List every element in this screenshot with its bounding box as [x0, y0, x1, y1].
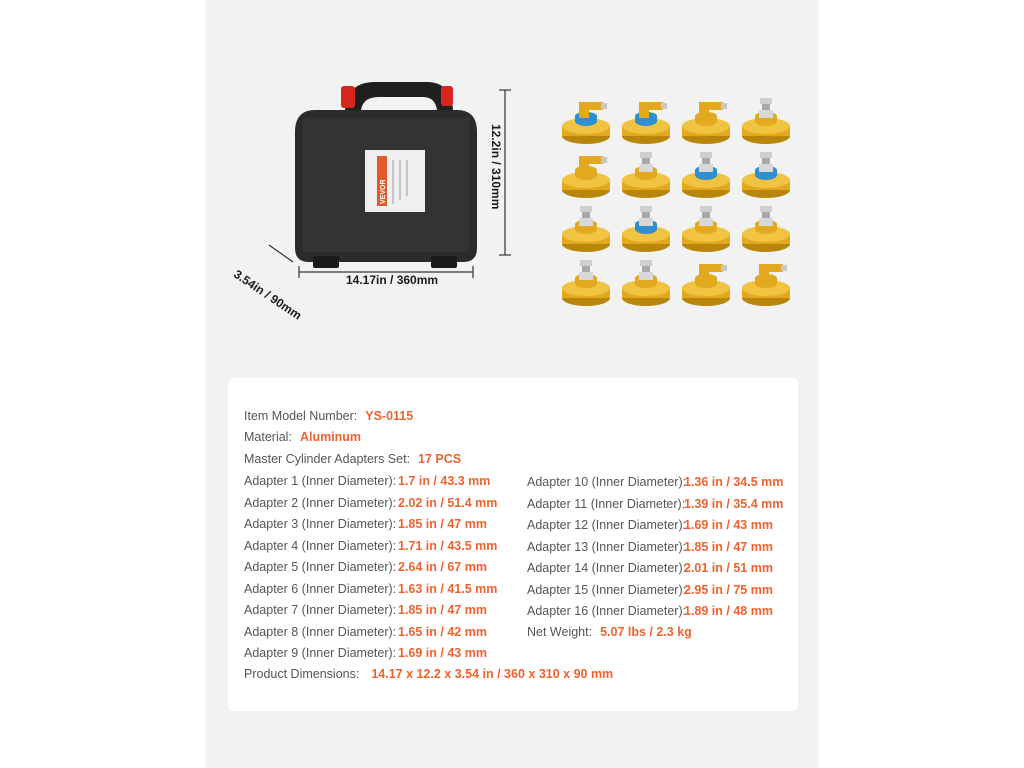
adapter-spec-row: Adapter 12 (Inner Diameter): 1.69 in / 43 mm	[527, 518, 773, 532]
adapter-spec-row: Adapter 14 (Inner Diameter): 2.01 in / 51 mm	[527, 561, 773, 575]
adapter-spec-row: Adapter 6 (Inner Diameter): 1.63 in / 41.5 mm	[244, 581, 498, 596]
adapter-image	[555, 92, 617, 146]
spec-card	[228, 378, 798, 711]
adapter-spec-row: Adapter 10 (Inner Diameter): 1.36 in / 34.5 mm	[527, 475, 784, 489]
adapter-image	[615, 146, 677, 200]
case-brand-text: VEVOR	[380, 179, 387, 204]
adapter-fitting	[615, 200, 677, 254]
adapter-spec-row: Adapter 9 (Inner Diameter): 1.69 in / 43 mm	[244, 646, 487, 660]
adapter-fitting	[735, 254, 797, 308]
depth-dimension: 3.54in / 90mm	[231, 267, 305, 323]
adapter-fitting	[555, 254, 617, 308]
adapter-fitting	[735, 146, 797, 200]
adapter-fitting	[675, 254, 737, 308]
adapter-image	[735, 146, 797, 200]
adapter-spec-row: Adapter 8 (Inner Diameter): 1.65 in / 42 mm	[244, 624, 487, 639]
adapter-spec-row: Adapter 15 (Inner Diameter): 2.95 in / 75 mm	[527, 582, 773, 597]
spec-material: Material: Aluminum	[244, 430, 362, 444]
adapter-spec-row: Adapter 4 (Inner Diameter): 1.71 in / 43.5 mm	[244, 538, 498, 553]
adapter-spec-row: Adapter 13 (Inner Diameter): 1.85 in / 47 mm	[527, 539, 773, 554]
adapter-spec-row: Adapter 16 (Inner Diameter): 1.89 in / 48 mm	[527, 604, 773, 618]
adapter-spec-row: Adapter 11 (Inner Diameter): 1.39 in / 35.4 mm	[527, 496, 784, 511]
adapter-image	[735, 254, 797, 308]
adapter-fitting	[555, 200, 617, 254]
adapter-image	[675, 92, 737, 146]
adapter-fitting	[735, 200, 797, 254]
adapter-fitting	[675, 146, 737, 200]
adapter-image	[615, 254, 677, 308]
spec-set: Master Cylinder Adapters Set: 17 PCS	[244, 452, 462, 466]
width-dimension: 14.17in / 360mm	[346, 273, 439, 287]
adapter-fitting	[615, 254, 677, 308]
spec-dimensions: Product Dimensions: 14.17 x 12.2 x 3.54 in / 360 x 310 x 90 mm	[244, 667, 614, 681]
product-panel	[205, 0, 819, 768]
spec-weight: Net Weight: 5.07 lbs / 2.3 kg	[527, 625, 692, 639]
spec-model: Item Model Number: YS-0115	[244, 409, 414, 423]
adapter-fitting	[615, 92, 677, 146]
adapter-spec-row: Adapter 5 (Inner Diameter): 2.64 in / 67 mm	[244, 560, 487, 574]
adapter-spec-row: Adapter 3 (Inner Diameter): 1.85 in / 47 mm	[244, 517, 487, 531]
adapter-image	[735, 200, 797, 254]
adapter-image	[675, 200, 737, 254]
adapter-fitting	[555, 92, 617, 146]
adapter-spec-row: Adapter 1 (Inner Diameter): 1.7 in / 43.3 mm	[244, 474, 491, 488]
adapter-image	[555, 146, 617, 200]
adapter-image	[675, 146, 737, 200]
adapters-grid	[555, 92, 805, 308]
adapter-image	[675, 254, 737, 308]
adapter-spec-row: Adapter 7 (Inner Diameter): 1.85 in / 47 mm	[244, 603, 487, 617]
adapter-fitting	[675, 200, 737, 254]
adapter-fitting	[615, 146, 677, 200]
adapter-image	[735, 92, 797, 146]
adapter-image	[555, 200, 617, 254]
adapter-image	[555, 254, 617, 308]
adapter-fitting	[555, 146, 617, 200]
adapter-fitting	[735, 92, 797, 146]
adapter-image	[615, 200, 677, 254]
adapter-spec-row: Adapter 2 (Inner Diameter): 2.02 in / 51.4 mm	[244, 495, 498, 510]
adapter-fitting	[675, 92, 737, 146]
adapter-image	[615, 92, 677, 146]
height-dimension: 12.2in / 310mm	[489, 124, 503, 210]
